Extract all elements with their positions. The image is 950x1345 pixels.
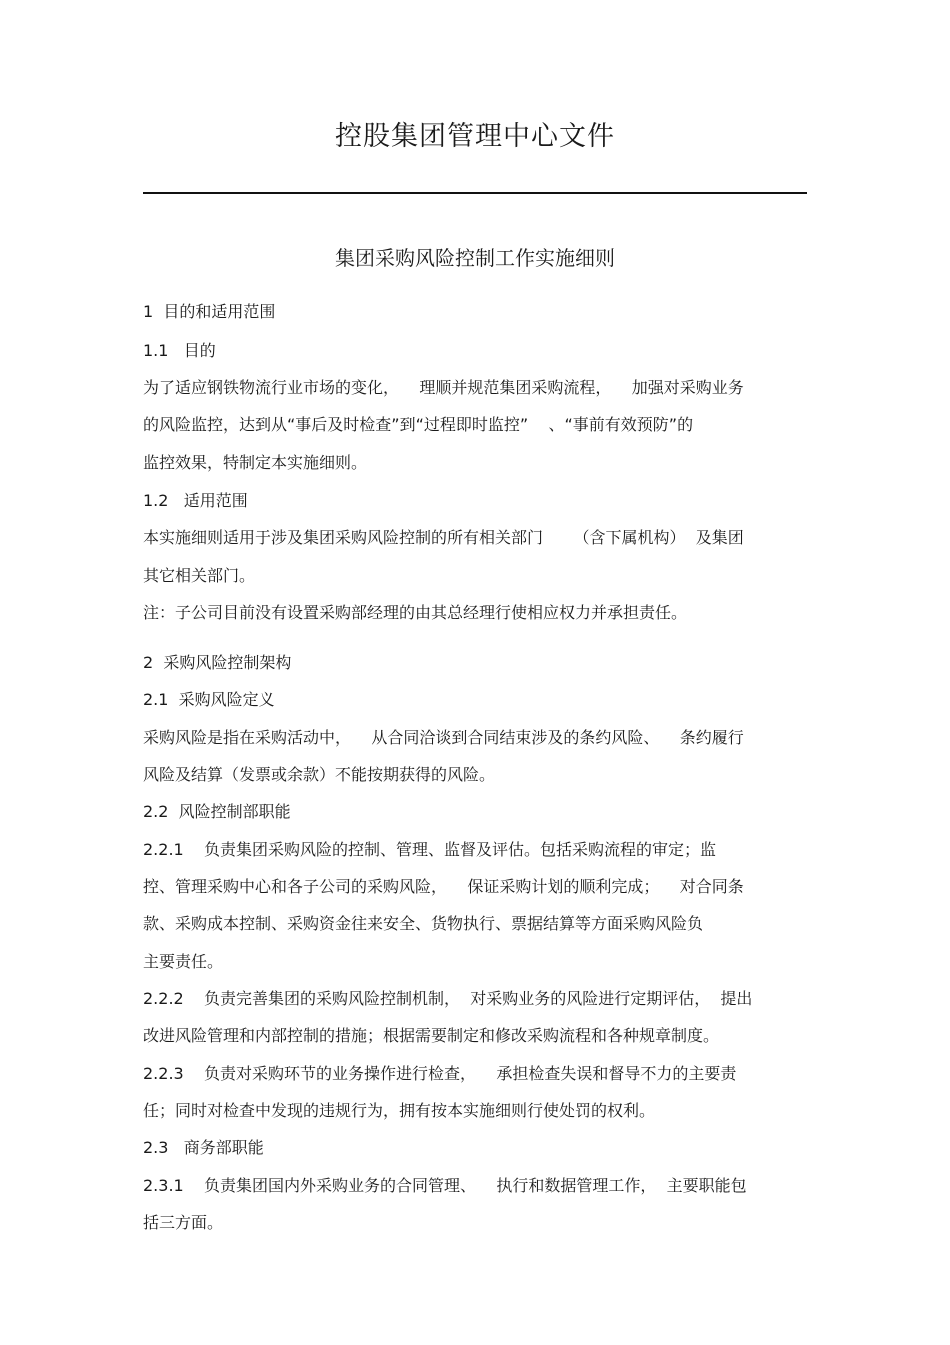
paragraph-line: 2.2.1 负责集团采购风险的控制、管理、监督及评估。包括采购流程的审定；监 bbox=[143, 840, 717, 859]
paragraph-line: 2.2.2 负责完善集团的采购风险控制机制， 对采购业务的风险进行定期评估， 提出 bbox=[143, 989, 753, 1008]
paragraph-line: 采购风险是指在采购活动中， 从合同洽谈到合同结束涉及的条约风险、 条约履行 bbox=[143, 728, 744, 747]
subsection-heading: 2.3 商务部职能 bbox=[143, 1138, 264, 1157]
section-heading: 2 采购风险控制架构 bbox=[143, 653, 292, 672]
section-heading: 1 目的和适用范围 bbox=[143, 302, 276, 321]
paragraph-line: 改进风险管理和内部控制的措施；根据需要制定和修改采购流程和各种规章制度。 bbox=[143, 1026, 720, 1045]
paragraph-line: 的风险监控，达到从“事后及时检查”到“过程即时监控” 、“事前有效预防”的 bbox=[143, 415, 694, 434]
paragraph-line: 本实施细则适用于涉及集团采购风险控制的所有相关部门 （含下属机构） 及集团 bbox=[143, 528, 744, 547]
paragraph-line: 其它相关部门。 bbox=[143, 566, 256, 585]
subsection-heading: 2.2 风险控制部职能 bbox=[143, 802, 291, 821]
subsection-heading: 2.1 采购风险定义 bbox=[143, 690, 275, 709]
paragraph-line: 监控效果，特制定本实施细则。 bbox=[143, 453, 368, 472]
paragraph-line: 为了适应钢铁物流行业市场的变化， 理顺并规范集团采购流程， 加强对采购业务 bbox=[143, 378, 744, 397]
header-rule bbox=[143, 192, 807, 194]
header-title: 控股集团管理中心文件 bbox=[335, 121, 615, 152]
paragraph-line: 2.3.1 负责集团国内外采购业务的合同管理、 执行和数据管理工作， 主要职能包 bbox=[143, 1176, 747, 1195]
paragraph-line: 2.2.3 负责对采购环节的业务操作进行检查， 承担检查失误和督导不力的主要责 bbox=[143, 1064, 737, 1083]
paragraph-line: 控、管理采购中心和各子公司的采购风险， 保证采购计划的顺利完成； 对合同条 bbox=[143, 877, 744, 896]
subsection-heading: 1.1 目的 bbox=[143, 341, 216, 360]
paragraph-line: 款、采购成本控制、采购资金往来安全、货物执行、票据结算等方面采购风险负 bbox=[143, 914, 704, 933]
paragraph-line: 风险及结算（发票或余款）不能按期获得的风险。 bbox=[143, 765, 496, 784]
paragraph-line: 主要责任。 bbox=[143, 952, 224, 971]
subsection-heading: 1.2 适用范围 bbox=[143, 491, 248, 510]
document-title: 集团采购风险控制工作实施细则 bbox=[335, 246, 615, 270]
note-line: 注：子公司目前没有设置采购部经理的由其总经理行使相应权力并承担责任。 bbox=[143, 603, 688, 622]
paragraph-line: 任；同时对检查中发现的违规行为，拥有按本实施细则行使处罚的权利。 bbox=[143, 1101, 656, 1120]
paragraph-line: 括三方面。 bbox=[143, 1213, 224, 1232]
